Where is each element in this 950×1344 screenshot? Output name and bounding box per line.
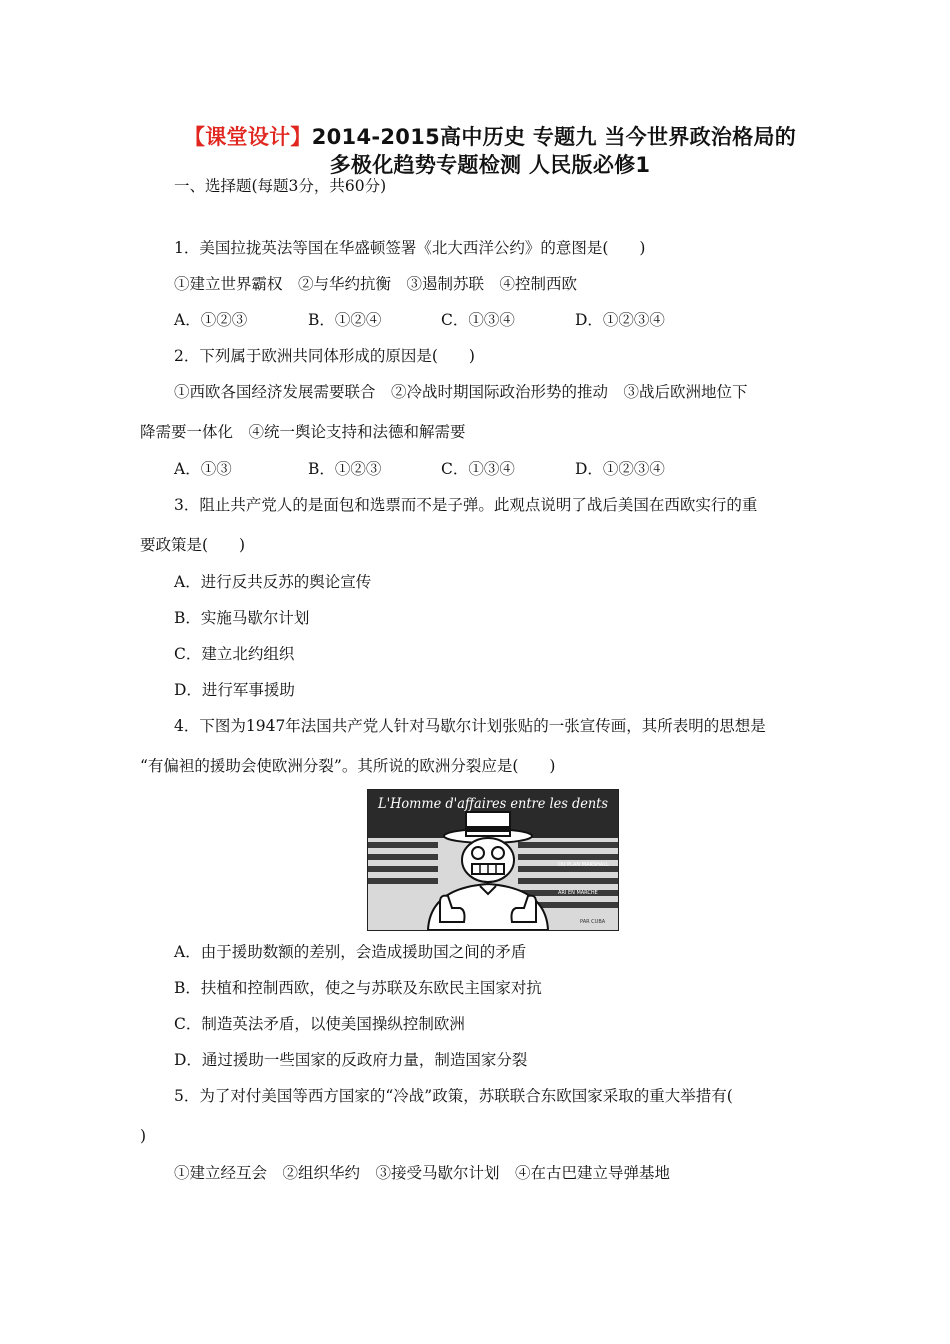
q1-items: ①建立世界霸权 ②与华约抗衡 ③遏制苏联 ④控制西欧 — [174, 275, 578, 293]
q2-option-a: A．①③ — [174, 460, 232, 478]
q2-option-d: D．①②③④ — [575, 460, 665, 478]
q2-items-line-1: ①西欧各国经济发展需要联合 ②冷战时期国际政治形势的推动 ③战后欧洲地位下 — [174, 383, 748, 401]
q4-stem-line-2: “有偏袒的援助会使欧洲分裂”。其所说的欧洲分裂应是( ) — [140, 757, 556, 775]
q2-option-c: C．①③④ — [441, 460, 515, 478]
q5-items: ①建立经互会 ②组织华约 ③接受马歇尔计划 ④在古巴建立导弹基地 — [174, 1164, 671, 1182]
q3-option-d: D．进行军事援助 — [174, 681, 295, 699]
q4-option-c: C．制造英法矛盾，以使美国操纵控制欧洲 — [174, 1015, 465, 1033]
q3-option-b: B．实施马歇尔计划 — [174, 609, 310, 627]
q3-stem-line-2: 要政策是( ) — [140, 536, 246, 554]
q1-option-a: A．①②③ — [174, 311, 248, 329]
q1-option-d: D．①②③④ — [575, 311, 665, 329]
q1-option-c: C．①③④ — [441, 311, 515, 329]
q5-stem-line-1: 5．为了对付美国等西方国家的“冷战”政策，苏联联合东欧国家采取的重大举措有( — [174, 1087, 733, 1105]
section-heading: 一、选择题(每题3分，共60分) — [174, 177, 387, 195]
poster-caption: L'Homme d'affaires entre les dents — [377, 796, 608, 812]
poster-side-text-1: DU PLAN MARSHALL — [558, 862, 609, 868]
document-title-line-1 — [120, 123, 860, 151]
q3-option-c: C．建立北约组织 — [174, 645, 295, 663]
q4-stem-line-1: 4．下图为1947年法国共产党人针对马歇尔计划张贴的一张宣传画，其所表明的思想是 — [174, 717, 766, 735]
title-line1-rest: 2014-2015高中历史 专题九 当今世界政治格局的 — [311, 125, 797, 149]
q1-option-b: B．①②④ — [308, 311, 382, 329]
q3-stem-line-1: 3．阻止共产党人的是面包和选票而不是子弹。此观点说明了战后美国在西欧实行的重 — [174, 496, 758, 514]
document-title-line-2: 多极化趋势专题检测 人民版必修1 — [329, 153, 651, 177]
poster-side-text-3: PAR CUBA — [580, 919, 606, 925]
q3-option-a: A．进行反共反苏的舆论宣传 — [174, 573, 372, 591]
q1-stem: 1．美国拉拢英法等国在华盛顿签署《北大西洋公约》的意图是( ) — [174, 239, 646, 257]
q5-stem-line-2: ) — [140, 1127, 147, 1145]
q4-option-b: B．扶植和控制西欧，使之与苏联及东欧民主国家对抗 — [174, 979, 542, 997]
poster-side-text-2: ARI EN MARCHE — [558, 890, 598, 896]
q4-option-d: D．通过援助一些国家的反政府力量，制造国家分裂 — [174, 1051, 528, 1069]
q2-option-b: B．①②③ — [308, 460, 382, 478]
q2-items-line-2: 降需要一体化 ④统一舆论支持和法德和解需要 — [140, 423, 466, 441]
q2-stem: 2．下列属于欧洲共同体形成的原因是( ) — [174, 347, 475, 365]
title-prefix: 【课堂设计】 — [183, 125, 312, 149]
marshall-plan-poster-image — [367, 789, 619, 931]
q4-option-a: A．由于援助数额的差别，会造成援助国之间的矛盾 — [174, 943, 527, 961]
